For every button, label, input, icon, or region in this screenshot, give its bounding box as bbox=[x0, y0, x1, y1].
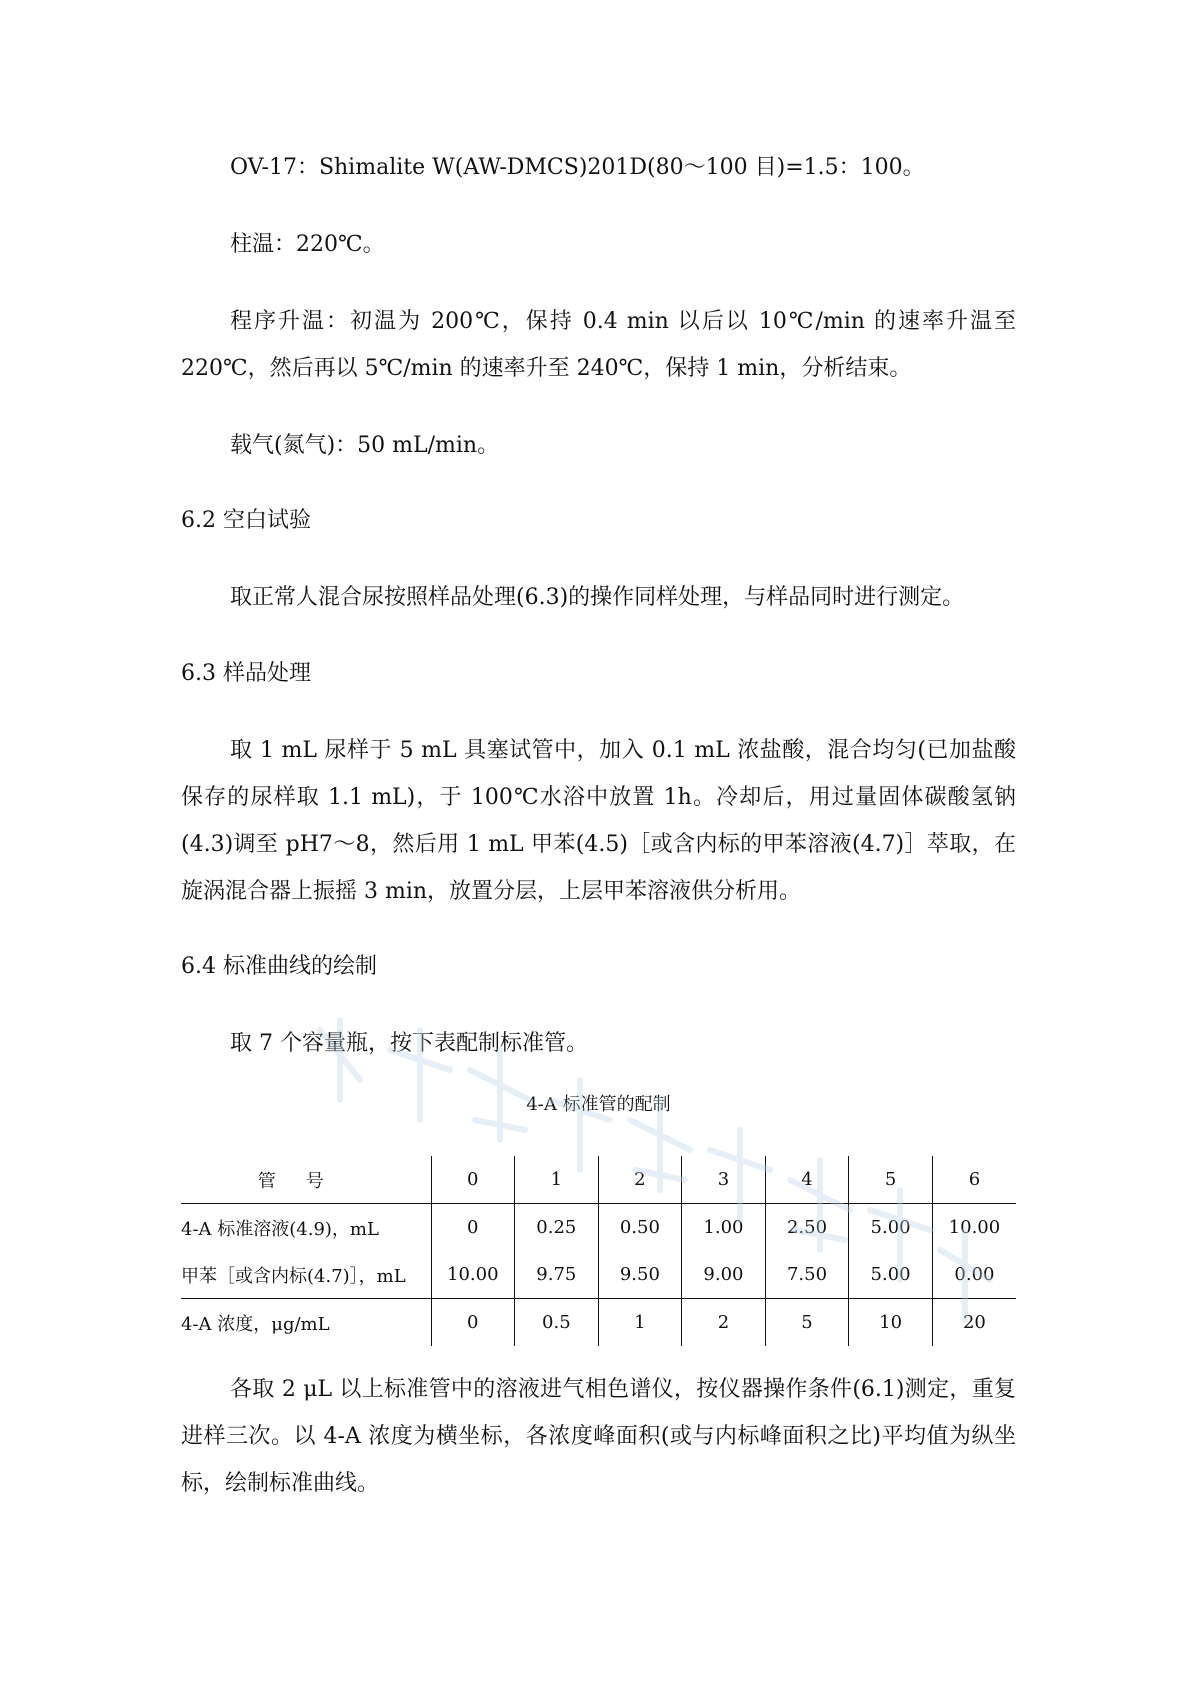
section-heading-6-3: 6.3 样品处理 bbox=[181, 661, 311, 686]
table-row bbox=[181, 1204, 1016, 1252]
sample-treatment-text: 取 1 mL 尿样于 5 mL 具塞试管中，加入 0.1 mL 浓盐酸，混合均匀(已加盐酸保存的尿样取 1.1 mL)，于 100℃水浴中放置 1h。冷却后，用过量固体碳酸氢钠(4.3)调至 pH7～8，然后用 1 mL 甲苯(4.5)［或含内标的甲苯溶液(4.7)］萃取，在旋涡混合器上振摇 3 min，放置分层，上层甲苯溶液供分析用。 bbox=[181, 738, 1016, 904]
tube-number: 1 bbox=[515, 1156, 599, 1204]
table-row bbox=[181, 1299, 1016, 1347]
temperature-program-text: 程序升温：初温为 200℃，保持 0.4 min 以后以 10℃/min 的速率升温至 220℃，然后再以 5℃/min 的速率升至 240℃，保持 1 min，分析结束。 bbox=[181, 309, 1016, 381]
row-label: 甲苯［或含内标(4.7)］，mL bbox=[181, 1251, 431, 1299]
table-row bbox=[181, 1251, 1016, 1299]
table-cell: 5 bbox=[765, 1299, 849, 1347]
table-cell: 1 bbox=[598, 1299, 682, 1347]
table-cell: 9.00 bbox=[682, 1251, 766, 1299]
table-cell: 5.00 bbox=[849, 1251, 933, 1299]
row-label: 4-A 浓度，μg/mL bbox=[181, 1313, 330, 1335]
table-cell: 20 bbox=[932, 1299, 1016, 1347]
table-cell: 1.00 bbox=[682, 1204, 766, 1252]
blank-test-text: 取正常人混合尿按照样品处理(6.3)的操作同样处理，与样品同时进行测定。 bbox=[230, 585, 965, 610]
table-cell: 9.75 bbox=[515, 1251, 599, 1299]
table-cell: 10.00 bbox=[431, 1251, 515, 1299]
table-cell: 9.50 bbox=[598, 1251, 682, 1299]
tube-number: 5 bbox=[849, 1156, 933, 1204]
section-heading-6-4: 6.4 标准曲线的绘制 bbox=[181, 954, 377, 979]
tube-number: 3 bbox=[682, 1156, 766, 1204]
measurement-procedure-text: 各取 2 μL 以上标准管中的溶液进气相色谱仪，按仪器操作条件(6.1)测定，重复进样三次。以 4-A 浓度为横坐标，各浓度峰面积(或与内标峰面积之比)平均值为纵坐标，绘制标准曲线。 bbox=[181, 1377, 1016, 1496]
standard-tube-table bbox=[181, 1156, 1016, 1346]
table-cell: 0.25 bbox=[515, 1204, 599, 1252]
section-heading-6-2: 6.2 空白试验 bbox=[181, 508, 311, 533]
tube-number-header: 管号 bbox=[181, 1156, 431, 1204]
table-cell: 0.50 bbox=[598, 1204, 682, 1252]
tube-number: 6 bbox=[932, 1156, 1016, 1204]
table-cell: 0.00 bbox=[932, 1251, 1016, 1299]
column-temperature-text: 柱温：220℃。 bbox=[230, 232, 385, 257]
tube-number: 2 bbox=[598, 1156, 682, 1204]
table-cell: 7.50 bbox=[765, 1251, 849, 1299]
table-cell: 10 bbox=[849, 1299, 933, 1347]
table-header-row bbox=[181, 1156, 1016, 1204]
column-packing-text: OV-17：Shimalite W(AW-DMCS)201D(80～100 目)=1.5：100。 bbox=[230, 155, 925, 180]
standard-prep-intro-text: 取 7 个容量瓶，按下表配制标准管。 bbox=[230, 1031, 588, 1056]
table-cell: 2 bbox=[682, 1299, 766, 1347]
table-cell: 10.00 bbox=[932, 1204, 1016, 1252]
table-cell: 5.00 bbox=[849, 1204, 933, 1252]
carrier-gas-text: 载气(氮气)：50 mL/min。 bbox=[230, 433, 500, 458]
table-cell: 0 bbox=[431, 1299, 515, 1347]
table-cell: 0 bbox=[431, 1204, 515, 1252]
table-cell: 0.5 bbox=[515, 1299, 599, 1347]
tube-number: 4 bbox=[765, 1156, 849, 1204]
row-label: 4-A 标准溶液(4.9)，mL bbox=[181, 1218, 379, 1240]
table-cell: 2.50 bbox=[765, 1204, 849, 1252]
tube-number: 0 bbox=[431, 1156, 515, 1204]
table-caption: 4-A 标准管的配制 bbox=[526, 1094, 671, 1115]
